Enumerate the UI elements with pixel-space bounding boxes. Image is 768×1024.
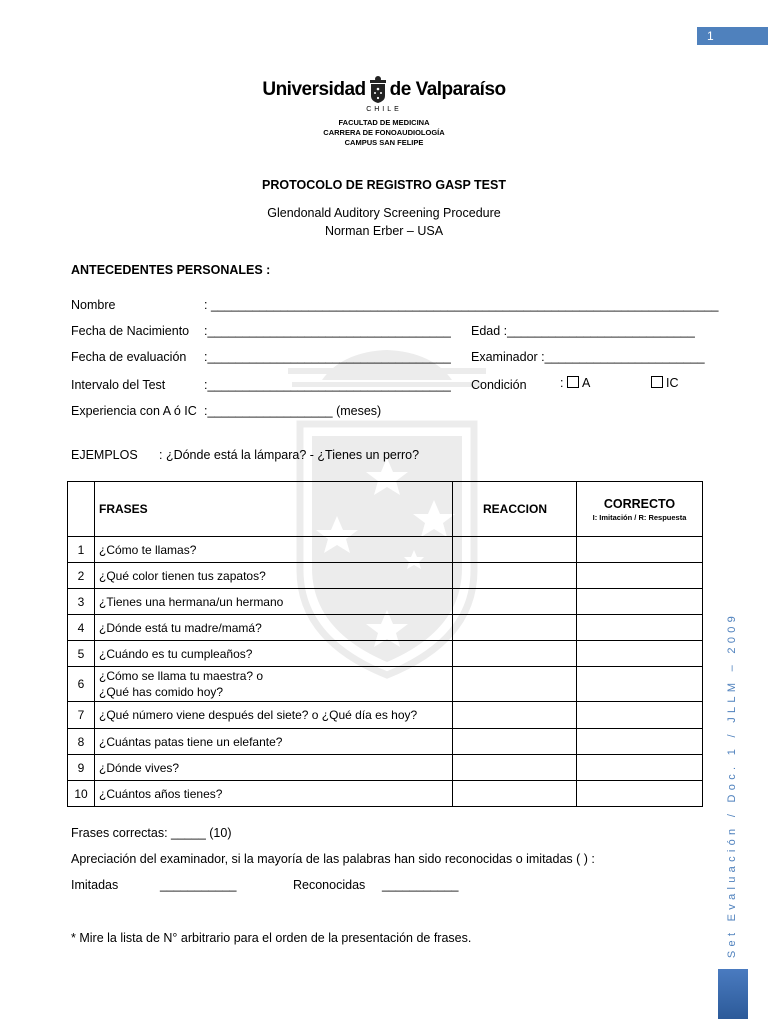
row-reaccion-cell[interactable] xyxy=(453,563,577,589)
condicion-label: Condición xyxy=(471,378,527,392)
fecha-evaluacion-label: Fecha de evaluación xyxy=(71,350,187,364)
edad-field[interactable]: Edad :___________________________ xyxy=(471,324,695,338)
row-reaccion-cell[interactable] xyxy=(453,615,577,641)
phrases-table xyxy=(67,481,703,807)
row-number: 3 xyxy=(68,589,95,615)
row-reaccion-cell[interactable] xyxy=(453,702,577,729)
row-number: 9 xyxy=(68,755,95,781)
logo-text-left: Universidad xyxy=(262,79,366,100)
fecha-evaluacion-field[interactable]: :___________________________________ xyxy=(204,350,451,364)
table-row xyxy=(68,755,703,781)
sidebar-vertical-text: Set Evaluación / Doc. 1 / JLLM – 2009 xyxy=(726,611,738,959)
faculty-info: FACULTAD DE MEDICINA CARRERA DE FONOAUDIOLOGÍA CAMPUS SAN FELIPE xyxy=(323,118,445,147)
row-phrase: ¿Cuántas patas tiene un elefante? xyxy=(95,729,453,755)
row-correcto-cell[interactable] xyxy=(577,589,703,615)
reconocidas-field[interactable]: ___________ xyxy=(382,878,459,892)
condicion-option-ic[interactable]: IC xyxy=(651,376,679,390)
row-correcto-cell[interactable] xyxy=(577,702,703,729)
row-phrase: ¿Cuándo es tu cumpleaños? xyxy=(95,641,453,667)
row-reaccion-cell[interactable] xyxy=(453,641,577,667)
row-reaccion-cell[interactable] xyxy=(453,589,577,615)
table-row xyxy=(68,667,703,702)
subtitle-procedure: Glendonald Auditory Screening Procedure xyxy=(267,206,501,220)
row-reaccion-cell[interactable] xyxy=(453,781,577,807)
row-correcto-cell[interactable] xyxy=(577,537,703,563)
table-row xyxy=(68,589,703,615)
logo-text-right: de Valparaíso xyxy=(389,79,506,100)
footnote: * Mire la lista de N° arbitrario para el orden de la presentación de frases. xyxy=(71,931,472,945)
header-correcto: CORRECTO I: Imitación / R: Respuesta xyxy=(577,482,703,537)
row-phrase: ¿Cuántos años tienes? xyxy=(95,781,453,807)
header-reaccion: REACCION xyxy=(453,482,577,537)
ejemplos-text: : ¿Dónde está la lámpara? - ¿Tienes un perro? xyxy=(159,448,420,462)
experiencia-label: Experiencia con A ó IC xyxy=(71,404,197,418)
row-number: 5 xyxy=(68,641,95,667)
row-correcto-cell[interactable] xyxy=(577,615,703,641)
document-title: PROTOCOLO DE REGISTRO GASP TEST xyxy=(261,178,506,192)
logo-country: CHILE xyxy=(366,106,402,113)
checkbox-ic[interactable] xyxy=(651,376,663,388)
table-row xyxy=(68,563,703,589)
table-row xyxy=(68,729,703,755)
nombre-label: Nombre xyxy=(71,298,116,312)
row-number: 4 xyxy=(68,615,95,641)
table-row xyxy=(68,641,703,667)
table-row xyxy=(68,615,703,641)
row-number: 8 xyxy=(68,729,95,755)
experiencia-field[interactable]: :__________________ (meses) xyxy=(204,404,382,418)
reconocidas-label: Reconocidas xyxy=(293,878,366,892)
row-phrase: ¿Tienes una hermana/un hermano xyxy=(95,589,453,615)
row-phrase: ¿Cómo te llamas? xyxy=(95,537,453,563)
table-row xyxy=(68,702,703,729)
row-reaccion-cell[interactable] xyxy=(453,667,577,702)
header-number xyxy=(68,482,95,537)
intervalo-label: Intervalo del Test xyxy=(71,378,166,392)
examinador-field[interactable]: Examinador :_______________________ xyxy=(471,350,705,364)
row-reaccion-cell[interactable] xyxy=(453,729,577,755)
row-phrase: ¿Qué color tienen tus zapatos? xyxy=(95,563,453,589)
frases-correctas[interactable]: Frases correctas: _____ (10) xyxy=(71,826,232,840)
row-reaccion-cell[interactable] xyxy=(453,537,577,563)
table-row xyxy=(68,781,703,807)
university-logo xyxy=(0,76,768,148)
subtitle-author: Norman Erber – USA xyxy=(324,224,444,238)
row-correcto-cell[interactable] xyxy=(577,729,703,755)
header-frases: FRASES xyxy=(95,482,453,537)
row-correcto-cell[interactable] xyxy=(577,563,703,589)
page-number: 1 xyxy=(697,27,768,45)
row-number: 7 xyxy=(68,702,95,729)
row-phrase: ¿Qué número viene después del siete? o ¿Qué día es hoy? xyxy=(95,702,453,729)
row-correcto-cell[interactable] xyxy=(577,641,703,667)
row-correcto-cell[interactable] xyxy=(577,781,703,807)
row-number: 1 xyxy=(68,537,95,563)
nombre-field[interactable]: : _________________________________________________________________________ xyxy=(204,298,719,312)
footer-decoration xyxy=(718,969,748,1019)
condicion-option-a[interactable]: : A xyxy=(560,376,591,390)
row-number: 2 xyxy=(68,563,95,589)
row-phrase: ¿Dónde vives? xyxy=(95,755,453,781)
imitadas-label: Imitadas xyxy=(71,878,119,892)
table-row xyxy=(68,537,703,563)
intervalo-field[interactable]: :___________________________________ xyxy=(204,378,451,392)
fecha-nacimiento-field[interactable]: :___________________________________ xyxy=(204,324,451,338)
row-correcto-cell[interactable] xyxy=(577,667,703,702)
ejemplos-label: EJEMPLOS xyxy=(71,448,138,462)
imitadas-field[interactable]: ___________ xyxy=(160,878,237,892)
row-correcto-cell[interactable] xyxy=(577,755,703,781)
row-reaccion-cell[interactable] xyxy=(453,755,577,781)
fecha-nacimiento-label: Fecha de Nacimiento xyxy=(71,324,190,338)
row-number: 6 xyxy=(68,667,95,702)
section-header: ANTECEDENTES PERSONALES : xyxy=(71,263,271,277)
row-number: 10 xyxy=(68,781,95,807)
crest-icon xyxy=(370,76,386,104)
apreciacion-text: Apreciación del examinador, si la mayoría de las palabras han sido reconocidas o imitadas ( ) : xyxy=(71,852,595,866)
row-phrase: ¿Dónde está tu madre/mamá? xyxy=(95,615,453,641)
checkbox-a[interactable] xyxy=(567,376,579,388)
table-header-row xyxy=(68,482,703,537)
row-phrase: ¿Cómo se llama tu maestra? o ¿Qué has comido hoy? xyxy=(95,667,453,702)
